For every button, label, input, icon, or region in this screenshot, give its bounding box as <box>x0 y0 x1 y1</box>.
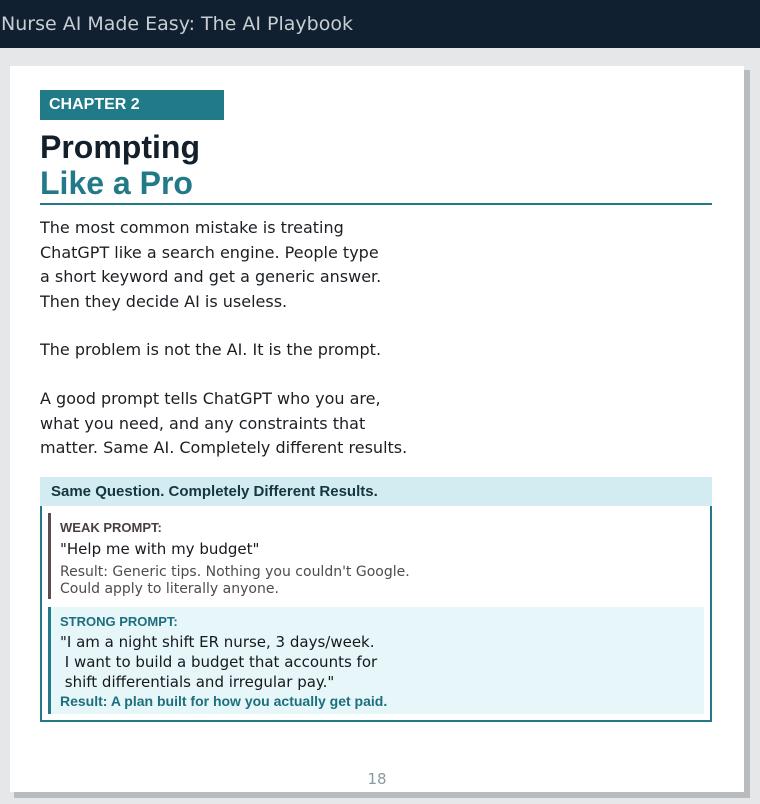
window-title-bar <box>0 0 760 48</box>
page-title-line-1: Prompting <box>40 129 200 165</box>
weak-prompt-result: Result: Generic tips. Nothing you couldn't Google. Could apply to literally anyone. <box>60 564 410 597</box>
body-paragraph-2: The problem is not the AI. It is the prompt. <box>40 340 382 359</box>
strong-prompt-label: STRONG PROMPT: <box>60 614 178 629</box>
body-paragraph-3: A good prompt tells ChatGPT who you are, what you need, and any constraints that matter. Same AI. Completely different results. <box>40 389 408 457</box>
book-page <box>10 66 744 792</box>
weak-prompt-text: "Help me with my budget" <box>60 540 260 558</box>
strong-prompt-text: "I am a night shift ER nurse, 3 days/week. I want to build a budget that accounts for shift differentials and irregular pay." <box>60 633 378 691</box>
body-paragraph-1: The most common mistake is treating ChatGPT like a search engine. People type a short keyword and get a generic answer. Then they decide AI is useless. <box>40 218 382 311</box>
weak-prompt-label: WEAK PROMPT: <box>60 520 162 535</box>
comparison-header: Same Question. Completely Different Results. <box>40 477 712 506</box>
window-title: Nurse AI Made Easy: The AI Playbook <box>1 13 353 35</box>
chapter-badge: CHAPTER 2 <box>40 90 224 120</box>
title-divider <box>40 203 712 205</box>
page-title-line-2: Like a Pro <box>40 165 193 201</box>
page-number: 18 <box>367 770 387 788</box>
strong-prompt-card <box>48 607 704 714</box>
weak-prompt-card <box>48 513 704 599</box>
strong-prompt-result: Result: A plan built for how you actually get paid. <box>60 693 388 709</box>
